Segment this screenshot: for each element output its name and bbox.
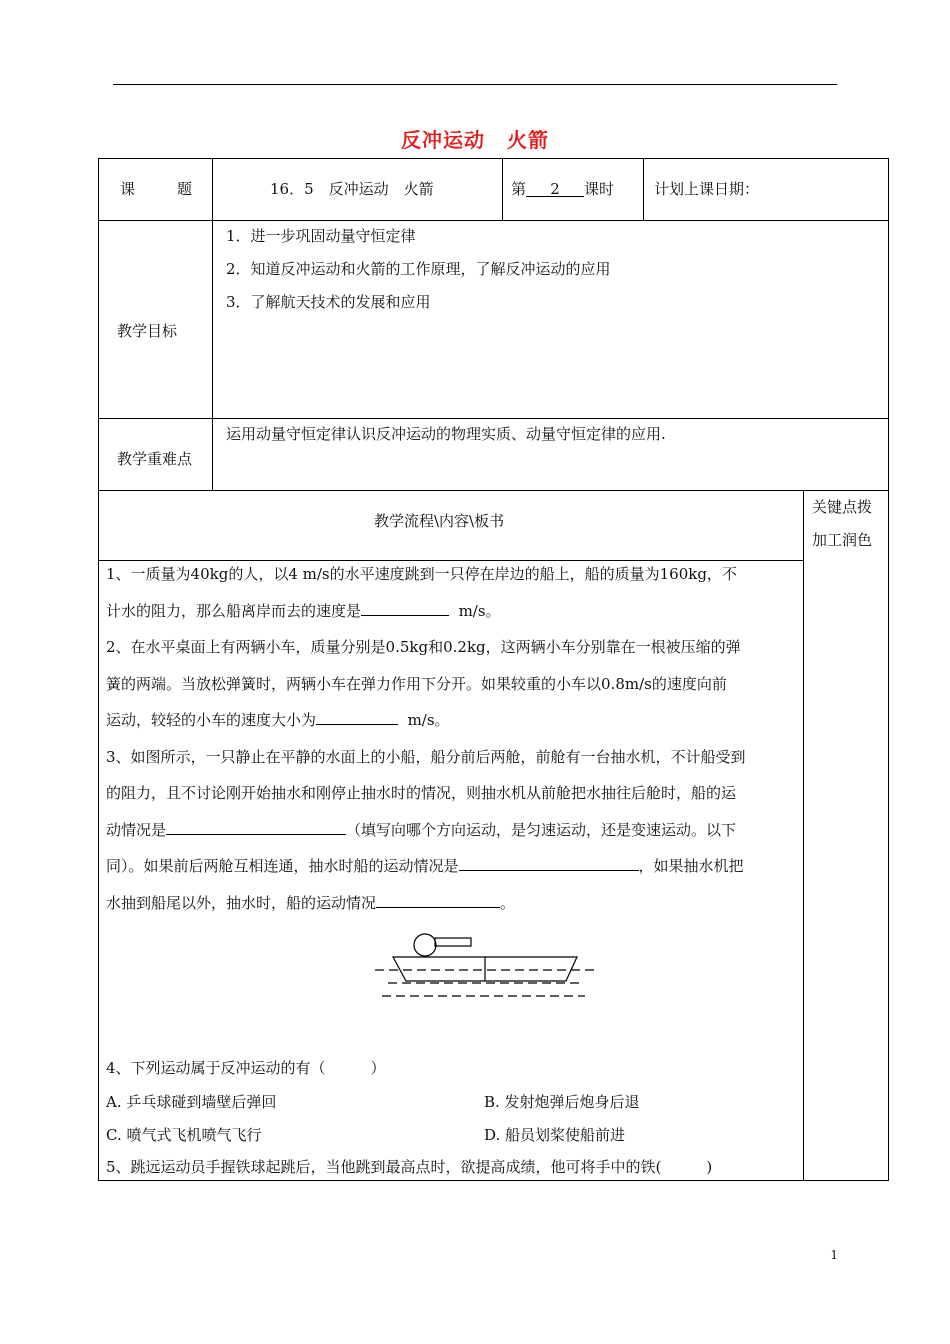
row-divider xyxy=(98,220,889,221)
q3-answer-blank-1[interactable] xyxy=(166,818,346,835)
col-divider xyxy=(502,158,503,220)
q3-text: ，如果抽水机把 xyxy=(638,857,744,875)
side-header-2: 加工润色 xyxy=(812,531,873,549)
col-divider xyxy=(212,158,213,490)
key-points-text: 运用动量守恒定律认识反冲运动的物理实质、动量守恒定律的应用. xyxy=(226,425,666,443)
title-main: 反冲运动 xyxy=(401,128,485,152)
pump-icon xyxy=(414,934,436,956)
flow-header: 教学流程\内容\板书 xyxy=(374,512,505,530)
q2-line-b: 簧的两端。当放松弹簧时，两辆小车在弹力作用下分开。如果较重的小车以0.8m/s的速度向前 xyxy=(106,674,727,693)
q3-line-a: 3、如图所示，一只静止在平静的水面上的小船，船分前后两舱，前舱有一台抽水机，不计船受到 xyxy=(106,747,746,766)
q1-answer-blank[interactable] xyxy=(361,599,449,616)
row-divider xyxy=(98,490,889,491)
title-sub: 火箭 xyxy=(507,128,549,152)
pump-outlet xyxy=(435,938,471,946)
boat-figure xyxy=(370,926,600,1002)
q4-option-a: A. 乒乓球碰到墙壁后弹回 xyxy=(106,1093,277,1111)
label-ti: 题 xyxy=(177,180,193,198)
q1-line-a: 1、一质量为40kg的人，以4 m/s的水平速度跳到一只停在岸边的船上，船的质量为160kg，不 xyxy=(106,565,737,583)
q3-answer-blank-2[interactable] xyxy=(459,854,639,871)
q3-text: （填写向哪个方向运动，是匀速运动，还是变速运动。以下 xyxy=(346,820,737,839)
q3-text: 。 xyxy=(500,893,516,912)
q4-option-d: D. 船员划桨使船前进 xyxy=(484,1126,626,1144)
key-points-label: 教学重难点 xyxy=(117,450,193,468)
header-rule xyxy=(113,84,837,85)
q3-line-c xyxy=(106,812,796,849)
q2-line-a: 2、在水平桌面上有两辆小车，质量分别是0.5kg和0.2kg，这两辆小车分别靠在一根被压缩的弹 xyxy=(106,638,741,656)
label-ke: 课 xyxy=(120,180,136,198)
q1-text: 计水的阻力，那么船离岸而去的速度是 xyxy=(106,601,362,620)
side-header-1: 关键点拨 xyxy=(812,498,873,516)
objective-item: 2．知道反冲运动和火箭的工作原理，了解反冲运动的应用 xyxy=(226,260,611,278)
objectives-label: 教学目标 xyxy=(117,322,178,340)
col-divider xyxy=(803,490,804,1181)
q2-unit: m/s。 xyxy=(407,711,450,729)
q1-line-b xyxy=(106,593,796,630)
q3-text: 水抽到船尾以外，抽水时，船的运动情况 xyxy=(106,893,377,912)
q3-line-e xyxy=(106,885,796,922)
lesson-number-value: 2 xyxy=(550,180,560,198)
row-divider xyxy=(98,418,889,419)
page-number: 1 xyxy=(830,1248,838,1262)
q4-option-b: B. 发射炮弹后炮身后退 xyxy=(484,1093,640,1111)
q3-line-d xyxy=(106,848,796,885)
lesson-period xyxy=(511,178,614,199)
plan-date-label: 计划上课日期： xyxy=(654,180,760,198)
q4-option-c: C. 喷气式飞机喷气飞行 xyxy=(106,1126,262,1144)
q1-unit: m/s。 xyxy=(458,601,501,620)
q5-text: 5、跳远运动员手握铁球起跳后，当他跳到最高点时，欲提高成绩，他可将手中的铁( ) xyxy=(106,1158,713,1176)
q2-line-c xyxy=(106,702,796,739)
objective-item: 3．了解航天技术的发展和应用 xyxy=(226,293,431,311)
q3-answer-blank-3[interactable] xyxy=(376,891,500,908)
q3-text: 动情况是 xyxy=(106,820,167,839)
lesson-prefix: 第 xyxy=(511,180,527,198)
lesson-number xyxy=(526,180,584,197)
objective-item: 1．进一步巩固动量守恒定律 xyxy=(226,227,416,245)
page-title xyxy=(0,124,950,153)
q2-text: 运动，较轻的小车的速度大小为 xyxy=(106,711,317,729)
q3-line-b: 的阻力，且不讨论刚开始抽水和刚停止抽水时的情况，则抽水机从前舱把水抽往后舱时，船的运 xyxy=(106,784,737,802)
col-divider xyxy=(643,158,644,220)
q2-answer-blank[interactable] xyxy=(316,708,398,725)
questions-body xyxy=(106,556,796,921)
lesson-topic: 16．5 反冲运动 火箭 xyxy=(270,180,434,198)
lesson-suffix: 课时 xyxy=(584,180,615,198)
q3-text: 同）。如果前后两舱互相连通，抽水时船的运动情况是 xyxy=(106,857,459,875)
q4-text: 4、下列运动属于反冲运动的有（ ） xyxy=(106,1059,386,1077)
